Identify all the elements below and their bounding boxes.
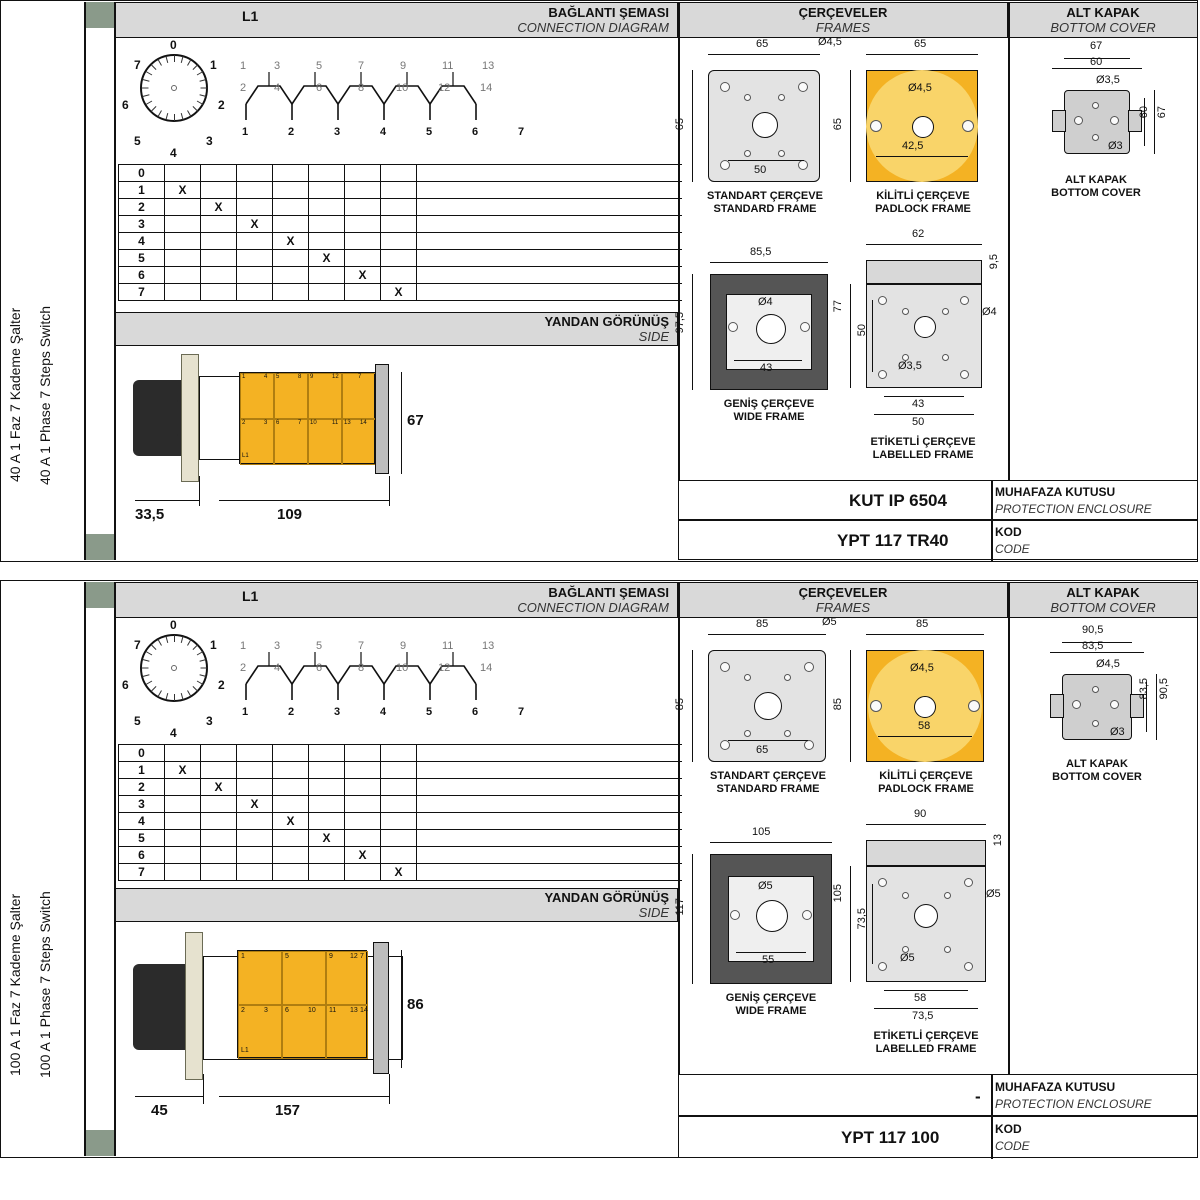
block-100a-side-label-en: 100 A 1 Phase 7 Steps Switch (37, 891, 53, 1079)
table-row (119, 779, 682, 796)
body-terminal-b4-100a: 10 (308, 1007, 316, 1014)
dim-lbl-innerw-100a: 58 (914, 992, 927, 1004)
end-plate-40a (375, 364, 389, 474)
body-terminal-b6-40a: 11 (332, 420, 339, 426)
block-40a-side-label-en: 40 A 1 Phase 7 Steps Switch (37, 305, 53, 485)
dial-pos-4-100a: 4 (170, 726, 177, 740)
labelled-frame-name-tr-40a: ETİKETLİ ÇERÇEVE (870, 436, 976, 448)
header-connection-tr-2: BAĞLANTI ŞEMASI (548, 585, 669, 600)
terminal-top-1-40a: 1 (240, 60, 247, 72)
terminal-bot-2-40a: 4 (274, 82, 281, 94)
mounting-plate-40a (181, 354, 199, 482)
group-num-6-100a: 6 (472, 706, 479, 718)
body-terminal-6-40a: 12 (332, 374, 339, 380)
header-side-1 (115, 312, 678, 346)
dial-pos-3-40a: 3 (206, 134, 213, 148)
group-num-6-40a: 6 (472, 126, 479, 138)
terminal-top-3-40a: 5 (316, 60, 323, 72)
body-phase-label-40a: L1 (242, 453, 249, 459)
dim-cover-h1-100a: 90,5 (1158, 678, 1170, 700)
dim-length-100a: 157 (275, 1102, 301, 1119)
enclosure-row-100a (678, 1074, 1198, 1116)
dial-40a (118, 38, 233, 160)
header-bottomcover-2 (1008, 582, 1198, 618)
code-row-40a (678, 520, 1198, 560)
enclosure-value-100a: - (975, 1087, 981, 1106)
dial-pos-3-100a: 3 (206, 714, 213, 728)
header-connection-en-1: CONNECTION DIAGRAM (517, 20, 669, 35)
dim-wide-height-100a: 117 (674, 898, 686, 916)
group-num-4-40a: 4 (380, 126, 387, 138)
terminal-bot-1-100a: 2 (240, 662, 247, 674)
padlock-frame-name-tr-40a: KİLİTLİ ÇERÇEVE (876, 190, 970, 202)
enclosure-cap-en-100a: PROTECTION ENCLOSURE (995, 1097, 1152, 1111)
dim-padlock-circle-100a: 58 (918, 720, 931, 732)
dial-100a (118, 618, 233, 740)
dim-wide-height-40a: 97,5 (674, 312, 686, 334)
header-side-tr-1: YANDAN GÖRÜNÜŞ (544, 314, 669, 329)
dim-std-height-40a: 65 (674, 118, 686, 131)
side-view-40a (115, 348, 678, 534)
mark-cell: X (165, 762, 201, 779)
dim-padlock-holedia-40a: Ø4,5 (908, 82, 932, 94)
dim-lbl-innerh-100a: 73,5 (856, 908, 868, 930)
row-label: 1 (119, 182, 165, 199)
terminal-top-2-40a: 3 (274, 60, 281, 72)
header-connection-1 (115, 2, 678, 38)
bottom-cover-name-tr-100a: ALT KAPAK (1066, 758, 1128, 770)
terminal-top-4-100a: 7 (358, 640, 365, 652)
body-terminal-b1-100a: 2 (241, 1007, 245, 1014)
dim-wide-holedia-40a: Ø4 (758, 296, 773, 308)
dial-pos-1-40a: 1 (210, 58, 217, 72)
dim-cover-w2-100a: 83,5 (1082, 640, 1104, 652)
table-row (119, 267, 682, 284)
body-terminal-3-100a: 9 (329, 953, 333, 960)
dial-center-dot-100a (171, 665, 177, 671)
divider-bottomcover-2 (1008, 582, 1010, 1074)
dial-pos-6-100a: 6 (122, 678, 129, 692)
row-label: 3 (119, 796, 165, 813)
corner-marker-bl-2 (84, 1130, 114, 1156)
dim-std-pitch-40a: 50 (754, 164, 767, 176)
dim-lbl-thickness-100a: 13 (992, 834, 1004, 847)
mark-cell: X (273, 233, 309, 250)
terminal-top-3-100a: 5 (316, 640, 323, 652)
dial-center-dot-40a (171, 85, 177, 91)
contact-phase-label-40a: L1 (242, 8, 259, 24)
row-label: 1 (119, 762, 165, 779)
header-frames-2 (678, 582, 1008, 618)
dim-depth-40a: 33,5 (135, 506, 165, 523)
dim-padlock-width-100a: 85 (916, 618, 929, 630)
header-connection-tr-1: BAĞLANTI ŞEMASI (548, 5, 669, 20)
header-bottomcover-tr-2: ALT KAPAK (1066, 585, 1140, 600)
terminal-bot-5-100a: 10 (396, 662, 409, 674)
dial-pos-6-40a: 6 (122, 98, 129, 112)
truth-table-40a (118, 164, 682, 301)
dial-pos-1-100a: 1 (210, 638, 217, 652)
enclosure-cap-en-40a: PROTECTION ENCLOSURE (995, 502, 1152, 516)
dial-pos-0-100a: 0 (170, 618, 177, 632)
standard-frame-name-tr-100a: STANDART ÇERÇEVE (710, 770, 826, 782)
header-bottomcover-1 (1008, 2, 1198, 38)
dial-pos-2-100a: 2 (218, 678, 225, 692)
terminal-bot-1-40a: 2 (240, 82, 247, 94)
dim-padlock-width-40a: 65 (914, 38, 927, 50)
terminal-top-6-100a: 11 (442, 640, 454, 652)
dim-cover-holeB-40a: Ø3 (1108, 140, 1123, 152)
group-num-5-100a: 5 (426, 706, 433, 718)
group-num-3-100a: 3 (334, 706, 341, 718)
code-cap-en-40a: CODE (995, 542, 1030, 556)
dim-padlock-circle-40a: 42,5 (902, 140, 924, 152)
enclosure-cap-tr-100a: MUHAFAZA KUTUSU (995, 1080, 1116, 1094)
dim-lbl-pitch-40a: 50 (912, 416, 925, 428)
terminal-top-7-40a: 13 (482, 60, 495, 72)
header-frames-tr-1: ÇERÇEVELER (798, 5, 888, 20)
group-num-7-40a: 7 (518, 126, 525, 138)
contact-phase-label-100a: L1 (242, 588, 259, 604)
row-label: 2 (119, 779, 165, 796)
block-40a-side-label-tr: 40 A 1 Faz 7 Kademe Şalter (7, 307, 23, 483)
group-num-2-100a: 2 (288, 706, 295, 718)
group-num-4-100a: 4 (380, 706, 387, 718)
terminal-top-6-40a: 11 (442, 60, 454, 72)
code-cap-tr-100a: KOD (995, 1122, 1022, 1136)
dim-length-40a: 109 (277, 506, 303, 523)
dim-lbl-innerw-40a: 43 (912, 398, 925, 410)
mark-cell: X (381, 284, 417, 301)
body-terminal-5-40a: 9 (310, 374, 314, 380)
table-row (119, 250, 682, 267)
dim-lbl-height-40a: 77 (832, 300, 844, 313)
contact-diagram-100a (236, 588, 525, 742)
dim-lbl-thickness-40a: 9,5 (988, 254, 1000, 270)
padlock-frame-name-en-40a: PADLOCK FRAME (875, 203, 971, 215)
terminal-bot-4-40a: 8 (358, 82, 365, 94)
dim-cover-w1-100a: 90,5 (1082, 624, 1104, 636)
standard-frame-name-en-100a: STANDARD FRAME (716, 783, 820, 795)
terminal-top-7-100a: 13 (482, 640, 495, 652)
mark-cell: X (201, 779, 237, 796)
dial-pos-2-40a: 2 (218, 98, 225, 112)
corner-marker-tl-1 (84, 2, 114, 28)
mounting-plate-100a (185, 932, 203, 1080)
terminal-top-5-100a: 9 (400, 640, 407, 652)
body-terminal-2-100a: 5 (285, 953, 289, 960)
dim-padlock-height-100a: 85 (832, 698, 844, 711)
terminal-bot-3-40a: 6 (316, 82, 323, 94)
dial-pos-7-100a: 7 (134, 638, 141, 652)
group-num-3-40a: 3 (334, 126, 341, 138)
mark-cell: X (345, 847, 381, 864)
body-terminal-2-40a: 4 (264, 374, 268, 380)
terminal-top-5-40a: 9 (400, 60, 407, 72)
header-frames-1 (678, 2, 1008, 38)
labelled-frame-name-en-100a: LABELLED FRAME (875, 1043, 977, 1055)
terminal-bot-4-100a: 8 (358, 662, 365, 674)
row-label: 0 (119, 745, 165, 762)
code-value-100a: YPT 117 100 (841, 1128, 940, 1147)
table-row (119, 813, 682, 830)
row-label: 5 (119, 250, 165, 267)
dim-height-40a: 67 (407, 412, 424, 429)
table-row (119, 182, 682, 199)
dim-std-holedia-40a: Ø4,5 (818, 36, 842, 48)
dim-std-height-100a: 85 (674, 698, 686, 711)
row-label: 0 (119, 165, 165, 182)
group-num-1-100a: 1 (242, 706, 249, 718)
dim-lbl-smallhole-40a: Ø3,5 (898, 360, 922, 372)
padlock-frame-name-en-100a: PADLOCK FRAME (878, 783, 974, 795)
body-terminal-7-40a: 7 (358, 374, 362, 380)
divider-left-1 (84, 2, 86, 560)
dim-cover-h2-100a: 83,5 (1138, 678, 1150, 700)
table-row (119, 796, 682, 813)
group-num-5-40a: 5 (426, 126, 433, 138)
bottom-cover-name-en-100a: BOTTOM COVER (1052, 771, 1142, 783)
dim-lbl-width-100a: 90 (914, 808, 927, 820)
header-side-en-2: SIDE (638, 905, 669, 920)
header-frames-en-1: FRAMES (815, 20, 871, 35)
header-bottomcover-en-1: BOTTOM COVER (1050, 20, 1156, 35)
wide-frame-name-en-100a: WIDE FRAME (735, 1005, 807, 1017)
dim-std-pitch-100a: 65 (756, 744, 769, 756)
table-row (119, 233, 682, 250)
terminal-bot-6-100a: 12 (438, 662, 451, 674)
body-terminal-5-100a: 7 (360, 953, 364, 960)
row-label: 7 (119, 284, 165, 301)
code-cap-en-100a: CODE (995, 1139, 1030, 1153)
side-view-100a (115, 924, 678, 1130)
body-terminal-b1-40a: 2 (242, 420, 246, 426)
group-num-1-40a: 1 (242, 126, 249, 138)
body-terminal-b5-100a: 11 (329, 1007, 337, 1014)
dim-cover-w1-40a: 67 (1090, 40, 1103, 52)
body-terminal-3-40a: 5 (276, 374, 280, 380)
body-terminal-b3-100a: 6 (285, 1007, 289, 1014)
bottom-cover-name-en-40a: BOTTOM COVER (1051, 187, 1141, 199)
dim-lbl-width-40a: 62 (912, 228, 925, 240)
corner-marker-tl-2 (84, 582, 114, 608)
dim-lbl-holedia-40a: Ø4 (982, 306, 997, 318)
body-terminal-4-40a: 8 (298, 374, 302, 380)
body-terminal-b7-100a: 14 (360, 1007, 368, 1014)
dim-lbl-height-100a: 105 (832, 884, 844, 903)
table-row (119, 830, 682, 847)
mark-cell: X (345, 267, 381, 284)
table-row (119, 762, 682, 779)
dim-wide-width-100a: 105 (752, 826, 771, 838)
dim-cover-h2-40a: 60 (1138, 106, 1150, 119)
terminal-bot-6-40a: 12 (438, 82, 451, 94)
row-label: 4 (119, 233, 165, 250)
dim-padlock-height-40a: 65 (832, 118, 844, 131)
body-terminal-b7-40a: 13 (344, 420, 351, 426)
standard-frame-name-tr-40a: STANDART ÇERÇEVE (707, 190, 823, 202)
dim-lbl-innerh-40a: 50 (856, 324, 868, 337)
terminal-top-4-40a: 7 (358, 60, 365, 72)
header-frames-en-2: FRAMES (815, 600, 871, 615)
labelled-frame-name-en-40a: LABELLED FRAME (872, 449, 974, 461)
end-plate-100a (373, 942, 389, 1074)
header-connection-en-2: CONNECTION DIAGRAM (517, 600, 669, 615)
body-terminal-b4-40a: 7 (298, 420, 302, 426)
terminal-top-2-100a: 3 (274, 640, 281, 652)
mark-cell: X (309, 830, 345, 847)
body-terminal-b5-40a: 10 (310, 420, 317, 426)
dim-wide-inner-40a: 43 (760, 362, 773, 374)
body-terminal-4-100a: 12 (350, 953, 358, 960)
wide-frame-name-tr-100a: GENİŞ ÇERÇEVE (725, 992, 817, 1004)
dim-cover-holeB-100a: Ø3 (1110, 726, 1125, 738)
body-terminal-b8-40a: 14 (360, 420, 367, 426)
dim-wide-inner-100a: 55 (762, 954, 775, 966)
terminal-top-1-100a: 1 (240, 640, 247, 652)
body-terminal-1-100a: 1 (241, 953, 245, 960)
table-row (119, 847, 682, 864)
block-100a-side-label-tr: 100 A 1 Faz 7 Kademe Şalter (7, 893, 23, 1077)
dial-pos-4-40a: 4 (170, 146, 177, 160)
dim-cover-h1-40a: 67 (1156, 106, 1168, 119)
mark-cell: X (237, 796, 273, 813)
body-phase-label-100a: L1 (241, 1047, 249, 1054)
dim-cover-w2-40a: 60 (1090, 56, 1103, 68)
wide-frame-name-tr-40a: GENİŞ ÇERÇEVE (723, 398, 815, 410)
dim-lbl-holedia-100a: Ø5 (986, 888, 1001, 900)
header-bottomcover-tr-1: ALT KAPAK (1066, 5, 1140, 20)
enclosure-value-40a: KUT IP 6504 (849, 491, 947, 510)
dial-pos-7-40a: 7 (134, 58, 141, 72)
dim-cover-holeA-100a: Ø4,5 (1096, 658, 1120, 670)
row-label: 6 (119, 847, 165, 864)
dim-padlock-holedia-100a: Ø4,5 (910, 662, 934, 674)
terminal-bot-7-100a: 14 (480, 662, 493, 674)
padlock-frame-name-tr-100a: KİLİTLİ ÇERÇEVE (879, 770, 973, 782)
table-row (119, 745, 682, 762)
row-label: 2 (119, 199, 165, 216)
dim-lbl-pitch-100a: 73,5 (912, 1010, 934, 1022)
dim-lbl-smallhole-100a: Ø5 (900, 952, 915, 964)
dim-height-100a: 86 (407, 996, 424, 1013)
header-side-2 (115, 888, 678, 922)
table-row (119, 165, 682, 182)
header-connection-2 (115, 582, 678, 618)
dim-std-holedia-100a: Ø5 (822, 616, 837, 628)
header-side-tr-2: YANDAN GÖRÜNÜŞ (544, 890, 669, 905)
standard-frame-name-en-40a: STANDARD FRAME (713, 203, 817, 215)
dim-std-width-100a: 85 (756, 618, 769, 630)
terminal-bot-3-100a: 6 (316, 662, 323, 674)
body-terminal-1-40a: 1 (242, 374, 246, 380)
mark-cell: X (165, 182, 201, 199)
mark-cell: X (201, 199, 237, 216)
enclosure-row-40a (678, 480, 1198, 520)
truth-table-100a (118, 744, 682, 881)
dim-cover-holeA-40a: Ø3,5 (1096, 74, 1120, 86)
header-bottomcover-en-2: BOTTOM COVER (1050, 600, 1156, 615)
body-terminal-b6-100a: 13 (350, 1007, 358, 1014)
divider-frames-1 (678, 2, 680, 560)
group-num-2-40a: 2 (288, 126, 295, 138)
code-cap-tr-40a: KOD (995, 525, 1022, 539)
row-label: 4 (119, 813, 165, 830)
body-terminal-b2-100a: 3 (264, 1007, 268, 1014)
table-row (119, 864, 682, 881)
dim-depth-100a: 45 (151, 1102, 168, 1119)
table-row (119, 284, 682, 301)
body-terminal-b3-40a: 6 (276, 420, 280, 426)
dim-wide-holedia-100a: Ø5 (758, 880, 773, 892)
switch-body-40a (239, 372, 375, 464)
divider-left-2 (84, 582, 86, 1156)
row-label: 7 (119, 864, 165, 881)
code-row-100a (678, 1116, 1198, 1158)
table-row (119, 199, 682, 216)
dim-wide-width-40a: 85,5 (750, 246, 772, 258)
mark-cell: X (237, 216, 273, 233)
body-terminal-b2-40a: 3 (264, 420, 268, 426)
dim-std-width-40a: 65 (756, 38, 769, 50)
mark-cell: X (309, 250, 345, 267)
table-row (119, 216, 682, 233)
terminal-bot-7-40a: 14 (480, 82, 493, 94)
row-label: 5 (119, 830, 165, 847)
dial-pos-0-40a: 0 (170, 38, 177, 52)
bottom-cover-name-tr-40a: ALT KAPAK (1065, 174, 1127, 186)
dial-pos-5-40a: 5 (134, 134, 141, 148)
terminal-bot-5-40a: 10 (396, 82, 409, 94)
contact-diagram-40a (236, 8, 525, 162)
switch-body-100a (237, 950, 367, 1058)
header-side-en-1: SIDE (638, 329, 669, 344)
corner-marker-bl-1 (84, 534, 114, 560)
group-num-7-100a: 7 (518, 706, 525, 718)
row-label: 6 (119, 267, 165, 284)
divider-frames-2 (678, 582, 680, 1156)
wide-frame-name-en-40a: WIDE FRAME (733, 411, 805, 423)
labelled-frame-name-tr-100a: ETİKETLİ ÇERÇEVE (873, 1030, 979, 1042)
enclosure-cap-tr-40a: MUHAFAZA KUTUSU (995, 485, 1116, 499)
terminal-bot-2-100a: 4 (274, 662, 281, 674)
dial-pos-5-100a: 5 (134, 714, 141, 728)
header-frames-tr-2: ÇERÇEVELER (798, 585, 888, 600)
mark-cell: X (273, 813, 309, 830)
divider-bottomcover-1 (1008, 2, 1010, 480)
row-label: 3 (119, 216, 165, 233)
code-value-40a: YPT 117 TR40 (837, 531, 949, 550)
mark-cell: X (381, 864, 417, 881)
